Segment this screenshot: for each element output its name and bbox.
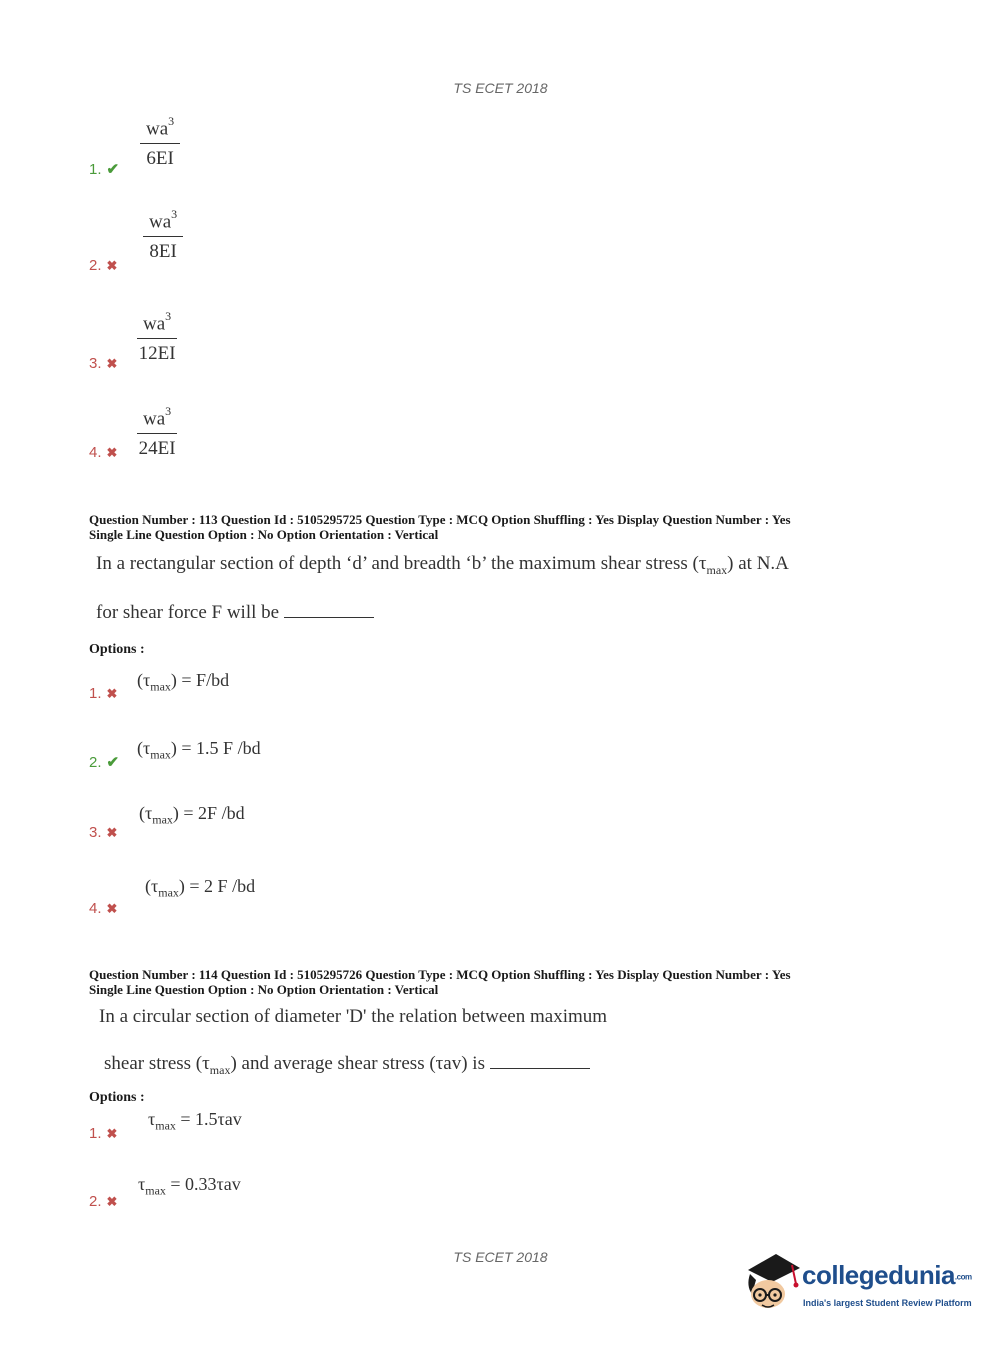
cross-icon: ✖ [106,901,118,916]
q114-metadata [89,967,791,997]
cross-icon: ✖ [106,445,118,460]
q113-option-4-text: $(\tau_{max}) = 2$ F /bd [145,876,256,900]
q114-meta-line1: Question Number : 114 Question Id : 5105295726 Question Type : MCQ Option Shuffling : Yes Display Question Number : Yes [89,967,791,982]
q113-option-2-text: $(\tau_{max}) = 1.5$ F /bd [137,738,261,762]
option-2-formula: $\frac{wa^3}{8EI}$ [143,209,183,263]
page-footer-title: TS ECET 2018 [453,1249,548,1265]
q114-options-label: Options : [89,1090,145,1105]
q113-options-label: Options : [89,642,145,657]
cross-icon: ✖ [106,825,118,840]
q113-option-2-number: 2. ✔ [89,754,120,771]
option-4-formula: $\frac{wa^3}{24EI}$ [138,404,176,460]
answer-blank [490,1068,590,1069]
cross-icon: ✖ [106,686,118,701]
cross-icon: ✖ [106,258,118,273]
q113-option-4-number: 4. ✖ [89,900,118,917]
q113-option-1-text: $(\tau_{max}) = F/bd$ [137,670,230,694]
answer-blank [284,617,374,618]
q113-option-3-text: $(\tau_{max}) = 2F$ /bd [139,803,245,827]
logo-tagline: India's largest Student Review Platform [803,1298,972,1308]
q114-option-1-text: $\tau_{max} = 1.5\tau av$ [148,1109,242,1133]
option-1-formula: $\frac{wa^3}{6EI}$ [140,116,180,170]
option-4-number: 4. ✖ [89,444,118,461]
q113-meta-line2: Single Line Question Option : No Option Orientation : Vertical [89,527,439,542]
cross-icon: ✖ [106,1194,118,1209]
check-icon: ✔ [106,161,120,178]
option-2-number: 2. ✖ [89,257,118,274]
mascot-icon [742,1250,802,1316]
option-1-number: 1. ✔ [89,161,120,178]
q113-meta-line1: Question Number : 113 Question Id : 5105295725 Question Type : MCQ Option Shuffling : Yes Display Question Number : Yes [89,512,791,527]
q113-metadata [89,512,791,542]
q114-text-line2: shear stress $(\tau_{max})$ and average shear stress (τav) is [104,1053,590,1078]
cross-icon: ✖ [106,356,118,371]
option-3-formula: $\frac{wa^3}{12EI}$ [138,309,176,365]
q113-text-line1: In a rectangular section of depth ‘d’ and breadth ‘b’ the maximum shear stress $(\tau_{max})$ at N.A [96,553,789,577]
check-icon: ✔ [106,754,120,771]
q114-option-1-number: 1. ✖ [89,1125,118,1142]
cross-icon: ✖ [106,1126,118,1141]
q114-text-line1: In a circular section of diameter 'D' the relation between maximum [99,1006,608,1027]
page-header-title: TS ECET 2018 [453,80,548,96]
option-3-number: 3. ✖ [89,355,118,372]
q113-option-1-number: 1. ✖ [89,685,118,702]
logo-wordmark: collegedunia.com [802,1260,972,1290]
q114-option-2-number: 2. ✖ [89,1193,118,1210]
collegedunia-logo [742,1250,972,1320]
q114-meta-line2: Single Line Question Option : No Option Orientation : Vertical [89,982,439,997]
q113-option-3-number: 3. ✖ [89,824,118,841]
q114-option-2-text: $\tau_{max} = 0.33\tau av$ [138,1174,241,1198]
q113-text-line2: for shear force F will be [96,602,374,624]
